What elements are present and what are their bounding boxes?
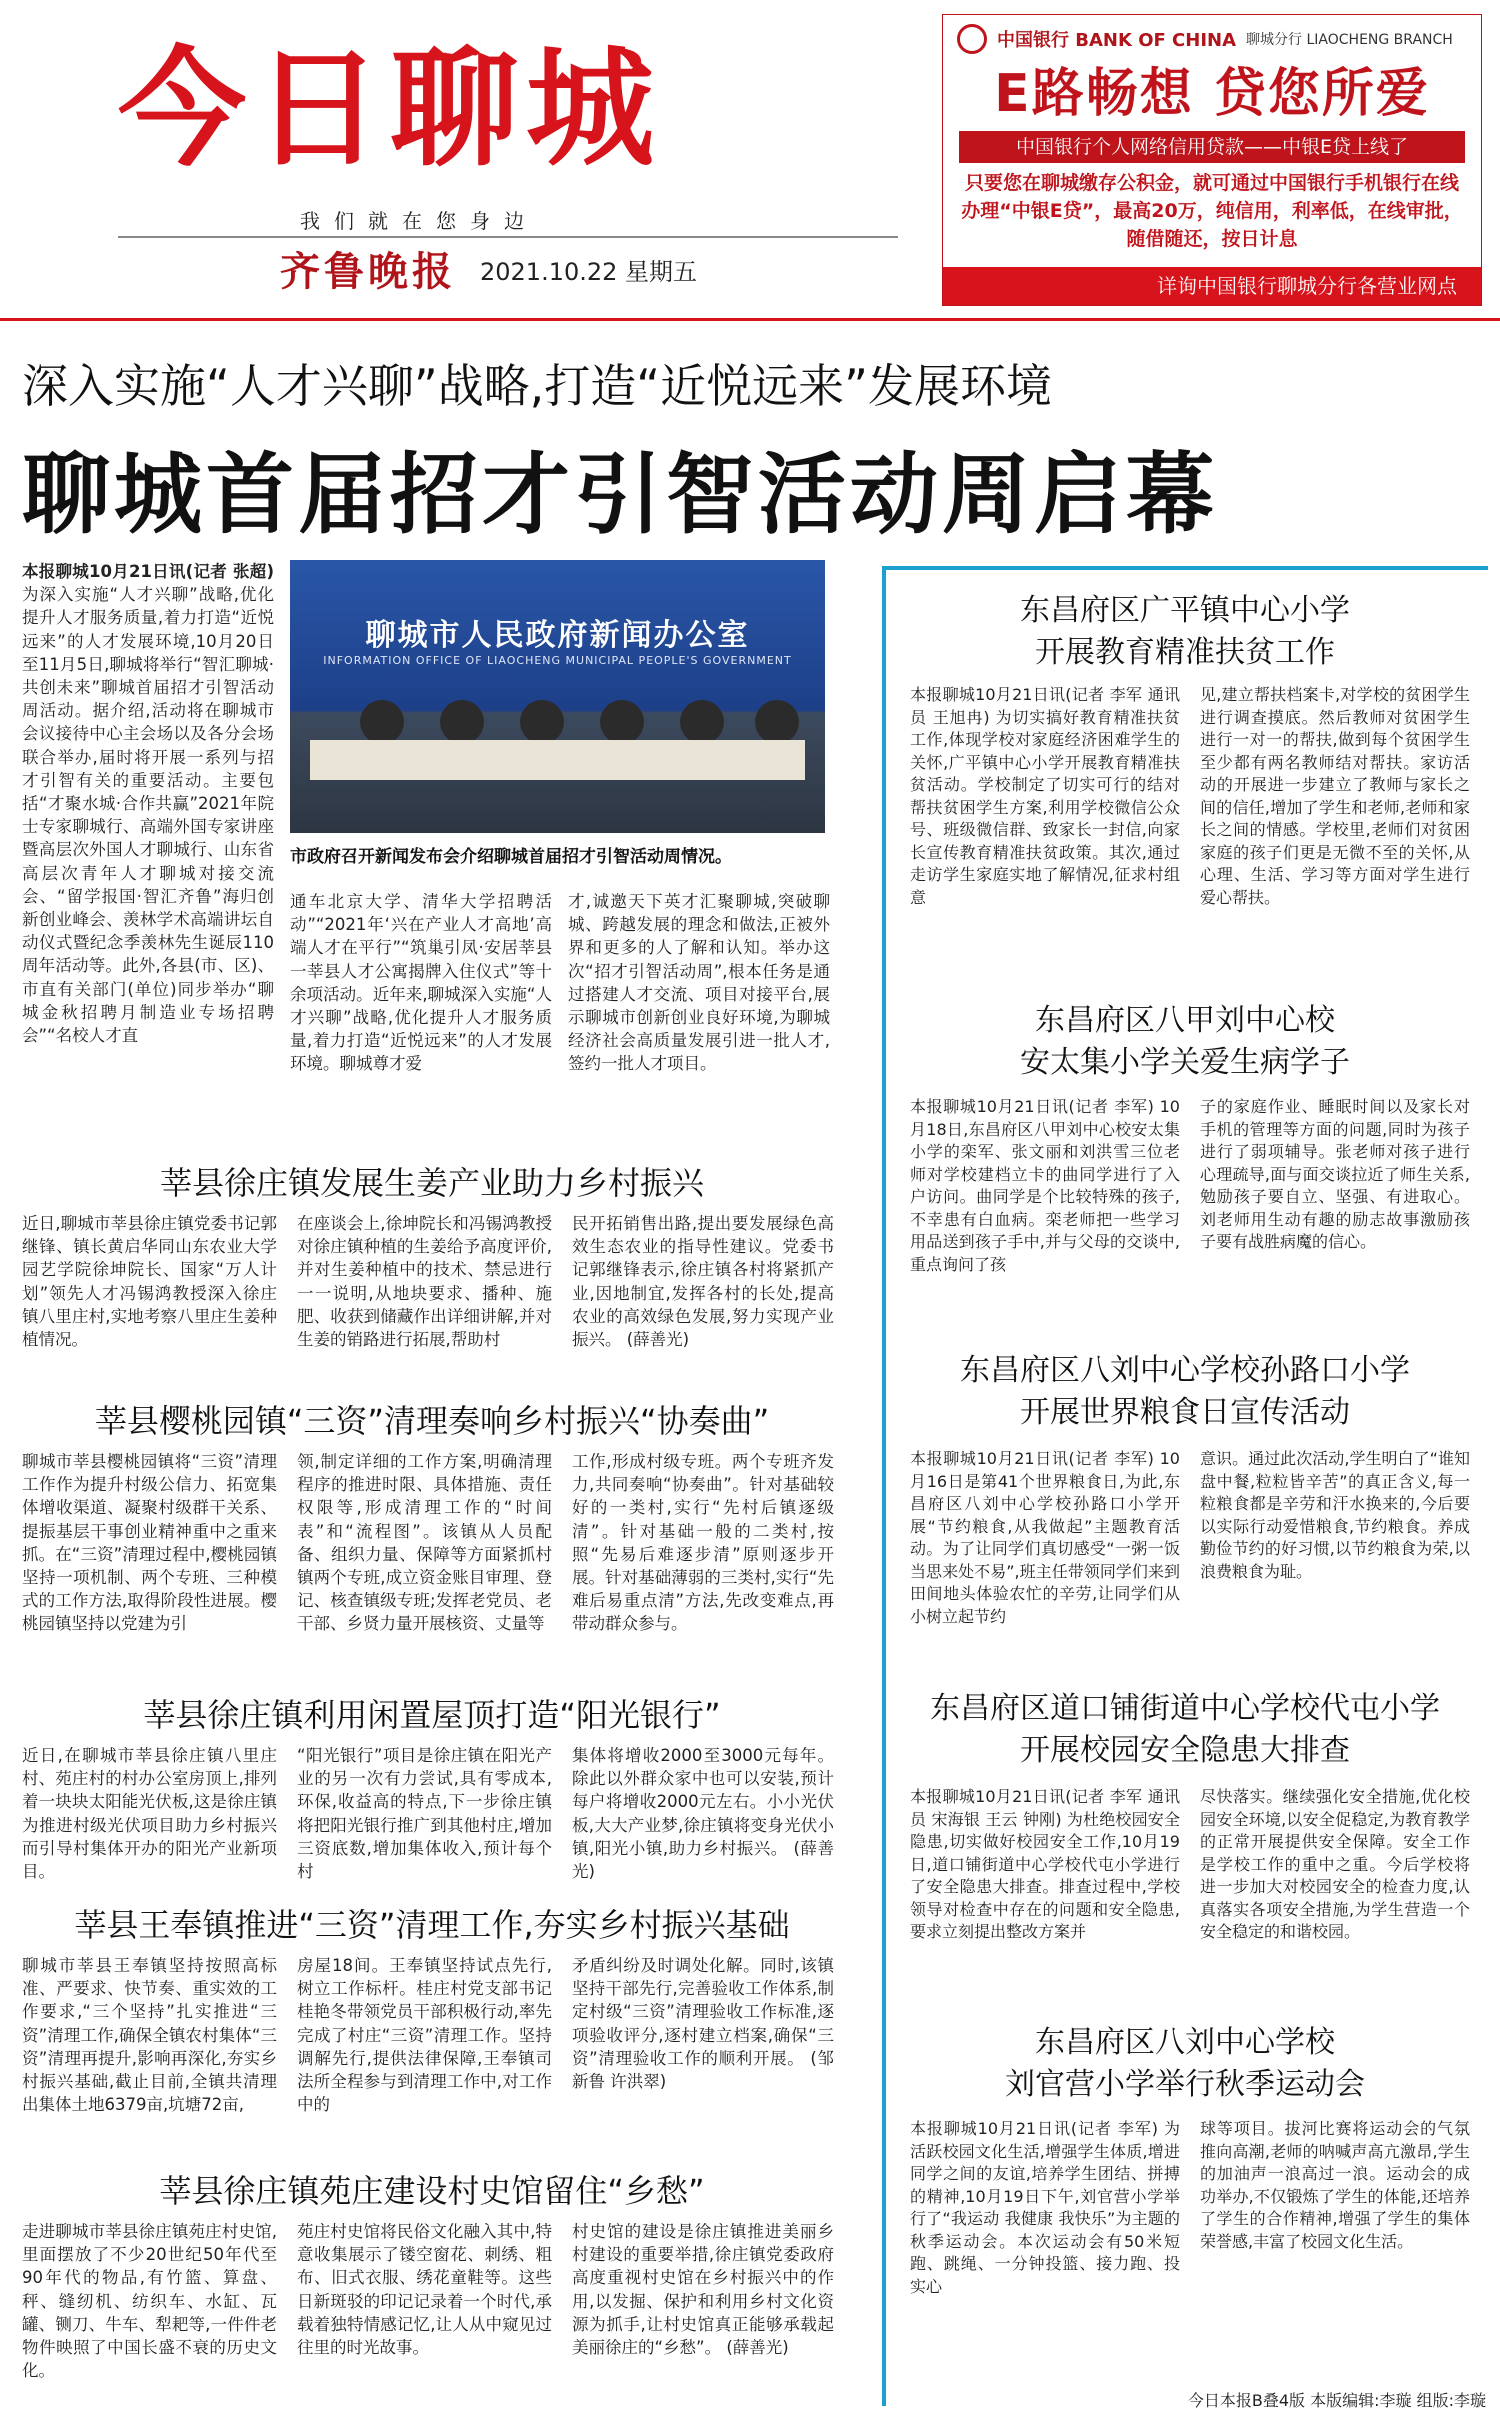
article-title: 莘县徐庄镇利用闲置屋顶打造“阳光银行” — [143, 1696, 721, 1734]
lead-headline: 聊城首届招才引智活动周启幕 — [22, 443, 1219, 546]
sidebar-column: 见,建立帮扶档案卡,对学校的贫困学生进行调查摸底。然后教师对贫困学生进行一对一的帮扶,做到每个贫困学生至少都有两名教师结对帮扶。家访活动的开展进一步建立了教师与家长之间的信任,增加了学生和老师,老师和家长之间的情感。学校里,老师们对贫困家庭的孩子们更是无微不至的关怀,从心理、生活、学习等方面对学生进行爱心帮扶。 — [1200, 685, 1470, 907]
article-column: 聊城市莘县樱桃园镇将“三资”清理工作作为提升村级公信力、拓宽集体增收渠道、凝聚村级群干关系、提振基层干事创业精神重中之重来抓。在“三资”清理过程中,樱桃园镇坚持一项机制、两个专班、三种模式的工作方法,取得阶段性进展。樱桃园镇坚持以党建为引 — [22, 1452, 277, 1634]
sidebar-column: 本报聊城10月21日讯(记者 李军) 10月18日,东昌府区八甲刘中心校安太集小学的栾军、张文丽和刘洪雪三位老师对学校建档立卡的曲同学进行了入户访问。曲同学是个比较特殊的孩子,不幸患有白血病。栾老师把一些学习用品送到孩子手中,并与父母的交谈中,重点询问了孩 — [910, 1097, 1180, 1274]
person-figure — [360, 700, 404, 744]
article-title: 莘县樱桃园镇“三资”清理奏响乡村振兴“协奏曲” — [94, 1402, 770, 1440]
lead-text-1: 为深入实施“人才兴聊”战略,优化提升人才服务质量,着力打造“近悦远来”的人才发展环境,10月20日至11月5日,聊城将举行“智汇聊城·共创未来”聊城首届招才引智活动周活动。据介绍,活动将在聊城市会议接待中心主会场以及各分会场联合举办,届时将开展一系列与招才引智有关的重要活动。主要包括“才聚水城·合作共赢”2021年院士专家聊城行、高端外国专家讲座暨高层次外国人才聊城行、山东省高层次青年人才聊城对接交流会、“留学报国·智汇齐鲁”海归创新创业峰会、羡林学术高端讲坛自动仪式暨纪念季羡林先生诞辰110周年活动等。此外,各县(市、区)、市直有关部门(单位)同步举办“聊城金秋招聘月制造业专场招聘会”“名校人才直 — [22, 585, 274, 1046]
article-column: 工作,形成村级专班。两个专班齐发力,共同奏响“协奏曲”。针对基础较好的一类村,实行“先村后镇逐级清”。针对基础一般的二类村,按照“先易后难逐步清”原则逐步开展。针对基础薄弱的三类村,实行“先难后易重点清”方法,先改变难点,再带动群众参与。 — [572, 1452, 834, 1634]
masthead-title: 今日聊城 — [118, 35, 663, 184]
sidebar-column: 本报聊城10月21日讯(记者 李军) 为活跃校园文化生活,增强学生体质,增进同学之间的友谊,培养学生团结、拼搏的精神,10月19日下午,刘官营小学举行了“我运动 我健康 我快乐”为主题的秋季运动会。本次运动会有50米短跑、跳绳、一分钟投篮、接力跑、投实心 — [910, 2119, 1180, 2296]
photo-banner-subtitle: INFORMATION OFFICE OF LIAOCHENG MUNICIPAL PEOPLE'S GOVERNMENT — [323, 654, 792, 667]
sidebar-article-title: 东昌府区广平镇中心小学 开展教育精准扶贫工作 — [1020, 593, 1350, 670]
conference-desk — [310, 740, 805, 780]
article-text: 集体将增收2000至3000元每年。除此以外群众家中也可以安装,预计每户将增收2000元左右。小小光伏板,大大产业梦,徐庄镇将变身光伏小镇,阳光小镇,助力乡村振兴。 — [572, 1746, 834, 1858]
article-column: 近日,聊城市莘县徐庄镇党委书记郭继锋、镇长黄启华同山东农业大学园艺学院徐坤院长、国家“万人计划”领先人才冯锡鸿教授深入徐庄镇八里庄村,实地考察八里庄生姜种植情况。 — [22, 1214, 277, 1350]
lead-column-2: 通车北京大学、清华大学招聘活动”“2021年‘兴在产业人才高地’高端人才在平行”“筑巢引凤·安居莘县一莘县人才公寓揭牌入住仪式”等十余项活动。近年来,聊城深入实施“人才兴聊”战略,优化提升人才服务质量,着力打造“近悦远来”的人才发展环境。聊城尊才爱 — [290, 892, 552, 1074]
press-conference-photo — [290, 560, 825, 833]
article-column: 近日,在聊城市莘县徐庄镇八里庄村、苑庄村的村办公室房顶上,排列着一块块太阳能光伏板,这是徐庄镇为推进村级光伏项目助力乡村振兴而引导村集体开办的阳光产业新项目。 — [22, 1746, 277, 1882]
article-column: 苑庄村史馆将民俗文化融入其中,特意收集展示了镂空窗花、刺绣、粗布、旧式衣服、绣花童鞋等。这些日新斑驳的印记记录着一个时代,承载着独特情感记忆,让人从中窥见过往里的时光故事。 — [297, 2222, 552, 2358]
sidebar-column: 意识。通过此次活动,学生明白了“谁知盘中餐,粒粒皆辛苦”的真正含义,每一粒粮食都是辛劳和汗水换来的,今后要以实际行动爱惜粮食,节约粮食。养成勤俭节约的好习惯,以节约粮食为荣,以浪费粮食为耻。 — [1200, 1449, 1470, 1581]
ad-body-text: 只要您在聊城缴存公积金，就可通过中国银行手机银行在线办理“中银E贷”，最高20万，纯信用，利率低，在线审批，随借随还，按日计息 — [961, 172, 1463, 250]
ad-footer: 详询中国银行聊城分行各营业网点 — [943, 267, 1481, 305]
lead-column-3: 才,诚邀天下英才汇聚聊城,突破聊城、跨越发展的理念和做法,正被外界和更多的人了解和认知。举办这次“招才引智活动周”,根本任务是通过搭建人才交流、项目对接平台,展示聊城市创新创业良好环境,为聊城经济社会高质量发展引进一批人才,签约一批人才项目。 — [568, 892, 830, 1074]
article-column: 走进聊城市莘县徐庄镇苑庄村史馆,里面摆放了不少20世纪50年代至90年代的物品,有竹篮、算盘、秤、缝纫机、纺织车、水缸、瓦罐、铡刀、牛车、犁耙等,一件件老物件映照了中国长盛不衰的历史文化。 — [22, 2222, 277, 2381]
photo-caption: 市政府召开新闻发布会介绍聊城首届招才引智活动周情况。 — [290, 847, 732, 867]
lead-byline: 本报聊城10月21日讯(记者 张超) — [22, 562, 274, 581]
lead-column-1 — [22, 560, 274, 1135]
article-column: 领,制定详细的工作方案,明确清理程序的推进时限、具体措施、责任权限等,形成清理工作的“时间表”和“流程图”。该镇从人员配备、组织力量、保障等方面紧抓村镇两个专班,成立资金账目审理、登记、核查镇级专班;发挥老党员、老干部、乡贤力量开展核资、丈量等 — [297, 1452, 552, 1634]
ad-branch: 聊城分行 LIAOCHENG BRANCH — [1246, 32, 1453, 48]
page-footer: 今日本报B叠4版 本版编辑:李璇 组版:李璇 — [1187, 2391, 1486, 2410]
article-column — [572, 1212, 834, 1382]
article-column — [572, 2220, 834, 2390]
article-title: 莘县徐庄镇发展生姜产业助力乡村振兴 — [159, 1164, 704, 1202]
person-figure — [440, 700, 484, 744]
photo-banner-title: 聊城市人民政府新闻办公室 — [365, 618, 750, 653]
article-column: 聊城市莘县王奉镇坚持按照高标准、严要求、快节奏、重实效的工作要求,“三个坚持”扎实推进“三资”清理工作,确保全镇农村集体“三资”清理再提升,影响再深化,夯实乡村振兴基础,截止目前,全镇共清理出集体土地6379亩,坑塘72亩, — [22, 1956, 277, 2115]
issue-date: 2021.10.22 星期五 — [480, 258, 698, 286]
sidebar-column: 尽快落实。继续强化安全措施,优化校园安全环境,以安全促稳定,为教育教学的正常开展提供安全保障。安全工作是学校工作的重中之重。今后学校将进一步加大对校园安全的检查力度,认真落实各项安全措施,为学生营造一个安全稳定的和谐校园。 — [1200, 1787, 1470, 1941]
article-column: 在座谈会上,徐坤院长和冯锡鸿教授对徐庄镇种植的生姜给予高度评价,并对生姜种植中的技术、禁忌进行一一说明,从地块要求、播种、施肥、收获到储藏作出详细讲解,并对生姜的销路进行拓展,帮助村 — [297, 1214, 552, 1350]
ad-bank-name: 中国银行 BANK OF CHINA — [997, 30, 1237, 51]
sidebar-column: 本报聊城10月21日讯(记者 李军 通讯员 宋海银 王云 钟刚) 为杜绝校园安全隐患,切实做好校园安全工作,10月19日,道口铺街道中心学校代屯小学进行了安全隐患大排查。排查过程中,学校领导对检查中存在的问题和安全隐患,要求立刻提出整改方案并 — [910, 1787, 1180, 1941]
ad-tagline: 中国银行个人网络信用贷款——中银E贷上线了 — [959, 131, 1465, 163]
sidebar-article-title: 东昌府区八刘中心学校孙路口小学 开展世界粮食日宣传活动 — [960, 1353, 1410, 1430]
person-figure — [520, 700, 564, 744]
article-column — [572, 1744, 834, 1884]
newspaper-brand: 齐鲁晚报 — [280, 248, 456, 295]
ad-header — [943, 15, 1481, 63]
bank-logo-icon — [957, 24, 987, 54]
article-text: 民开拓销售出路,提出要发展绿色高效生态农业的指导性建议。党委书记郭继锋表示,徐庄镇各村将紧抓产业,因地制宜,发挥各村的长处,提高农业的高效绿色发展,努力实现产业振兴。 — [572, 1214, 834, 1350]
lead-kicker: 深入实施“人才兴聊”战略,打造“近悦远来”发展环境 — [22, 359, 1052, 413]
article-title: 莘县王奉镇推进“三资”清理工作,夯实乡村振兴基础 — [74, 1906, 790, 1944]
person-figure — [600, 700, 644, 744]
article-credit: (薛善光) — [726, 2338, 789, 2358]
article-credit: (薛善光) — [572, 1838, 834, 1882]
header-divider — [0, 318, 1500, 321]
sidebar-article-title: 东昌府区八刘中心学校 刘官营小学举行秋季运动会 — [1005, 2025, 1365, 2102]
article-column — [572, 1954, 834, 2144]
article-credit: (薛善光) — [626, 1330, 690, 1350]
article-text: 矛盾纠纷及时调处化解。同时,该镇坚持干部先行,完善验收工作体系,制定村级“三资”清理验收工作标准,逐项验收评分,逐村建立档案,确保“三资”清理验收工作的顺利开展。 — [572, 1956, 834, 2068]
masthead-divider — [118, 236, 898, 238]
person-figure — [755, 700, 799, 744]
sidebar-article-title: 东昌府区八甲刘中心校 安太集小学关爱生病学子 — [1020, 1003, 1350, 1080]
bank-advertisement — [942, 14, 1482, 306]
article-title: 莘县徐庄镇苑庄建设村史馆留住“乡愁” — [159, 2172, 705, 2210]
masthead-slogan: 我们就在您身边 — [300, 209, 538, 233]
sidebar-column: 本报聊城10月21日讯(记者 李军) 10月16日是第41个世界粮食日,为此,东昌府区八刘中心学校孙路口小学开展“节约粮食,从我做起”主题教育活动。为了让同学们真切感受“一粥一饭当思来处不易”,班主任带领同学们来到田间地头体验农忙的辛劳,让同学们从小树立起节约 — [910, 1449, 1180, 1626]
person-figure — [680, 700, 724, 744]
sidebar-column: 球等项目。拔河比赛将运动会的气氛推向高潮,老师的呐喊声高亢激昂,学生的加油声一浪高过一浪。运动会的成功举办,不仅锻炼了学生的体能,还培养了学生的合作精神,增强了学生的集体荣誉感,丰富了校园文化生活。 — [1200, 2119, 1470, 2251]
article-credit: (邹新鲁 许洪翠) — [572, 2048, 834, 2092]
sidebar-column: 子的家庭作业、睡眠时间以及家长对手机的管理等方面的问题,同时为孩子进行了弱项辅导。张老师对孩子进行心理疏导,面与面交谈拉近了师生关系,勉励孩子要自立、坚强、有进取心。刘老师用生动有趣的励志故事激励孩子要有战胜病魔的信心。 — [1200, 1097, 1470, 1251]
article-text: 村史馆的建设是徐庄镇推进美丽乡村建设的重要举措,徐庄镇党委政府高度重视村史馆在乡村振兴中的作用,以发掘、保护和利用乡村文化资源为抓手,让村史馆真正能够承载起美丽徐庄的“乡愁”。 — [572, 2222, 834, 2358]
sidebar-column: 本报聊城10月21日讯(记者 李军 通讯员 王旭冉) 为切实搞好教育精准扶贫工作,体现学校对家庭经济困难学生的关怀,广平镇中心小学开展教育精准扶贫活动。学校制定了切实可行的结对帮扶贫困学生方案,利用学校微信公众号、班级微信群、致家长一封信,向家长宣传教育精准扶贫政策。其次,通过走访学生家庭实地了解情况,征求村组意 — [910, 685, 1180, 907]
sidebar-article-title: 东昌府区道口铺街道中心学校代屯小学 开展校园安全隐患大排查 — [930, 1691, 1440, 1768]
ad-headline: E路畅想 贷您所爱 — [994, 64, 1430, 124]
article-column: 房屋18间。王奉镇坚持试点先行,树立工作标杆。桂庄村党支部书记桂艳冬带领党员干部积极行动,率先完成了村庄“三资”清理工作。坚持调解先行,提供法律保障,王奉镇司法所全程参与到清理工作中,对工作中的 — [297, 1956, 552, 2115]
article-column: “阳光银行”项目是徐庄镇在阳光产业的另一次有力尝试,具有零成本,环保,收益高的特点,下一步徐庄镇将把阳光银行推广到其他村庄,增加三资底数,增加集体收入,预计每个村 — [297, 1746, 552, 1882]
